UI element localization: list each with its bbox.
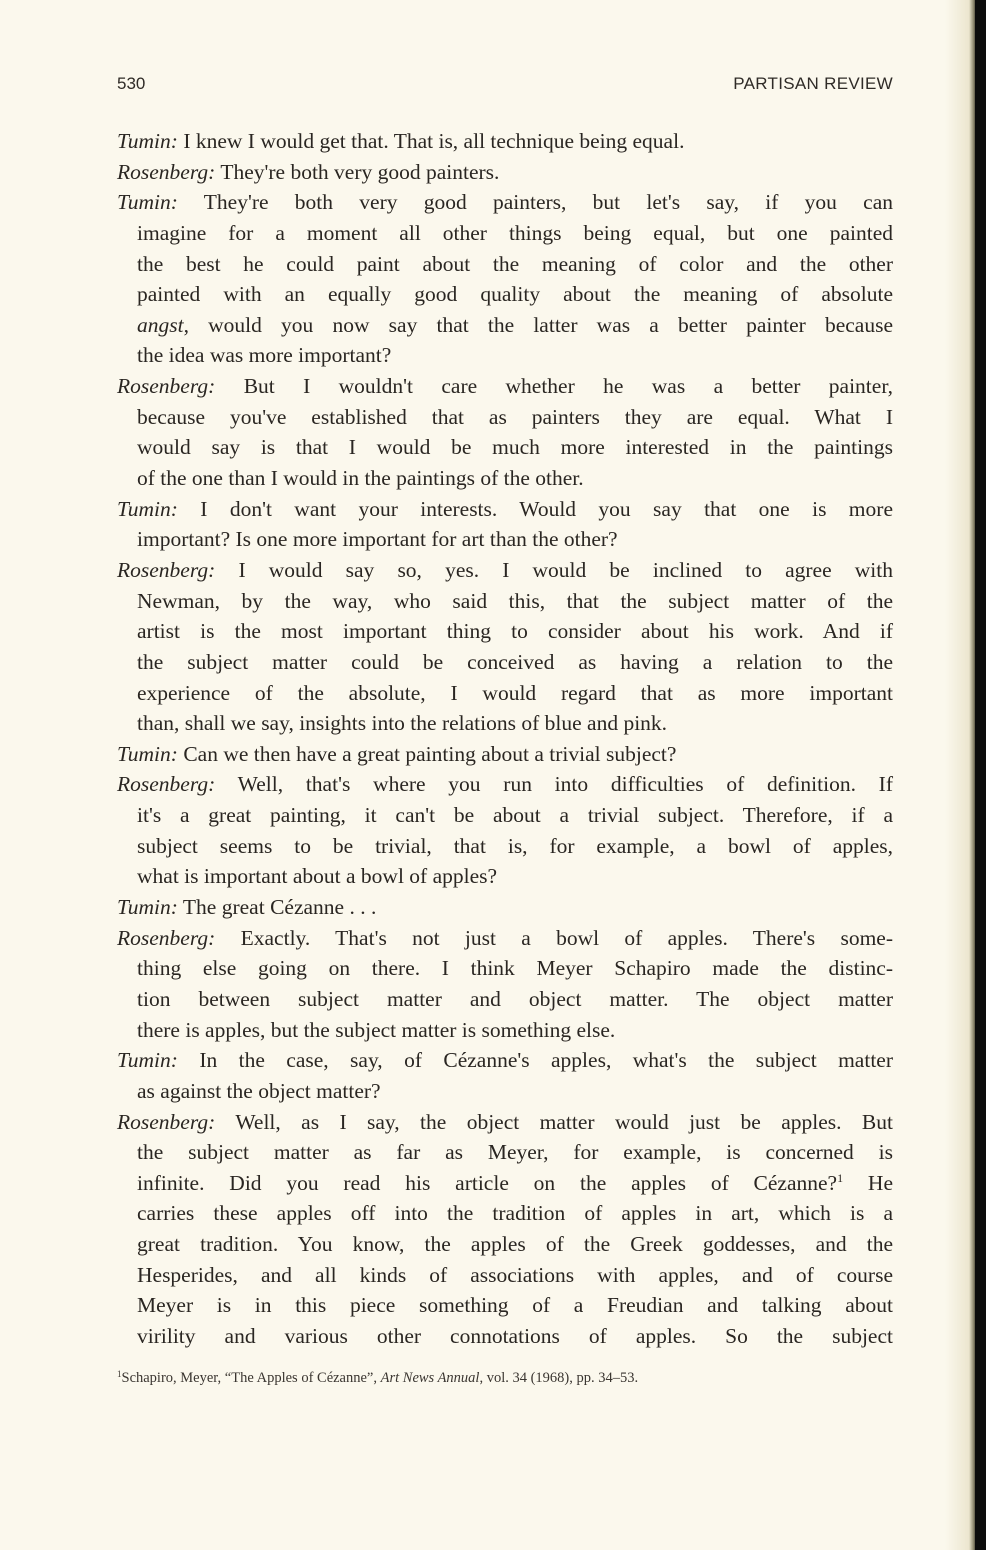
line-text: there is apples, but the subject matter is something else.	[137, 1017, 616, 1042]
text-line	[117, 923, 893, 954]
text-line	[117, 1076, 893, 1107]
speaker-name: Rosenberg:	[117, 772, 216, 797]
dialogue-turn	[117, 555, 893, 739]
text-line	[117, 524, 893, 555]
text-line	[117, 157, 893, 188]
line-text: The great Cézanne . . .	[177, 895, 377, 920]
text-line	[117, 463, 893, 494]
line-text: as against the object matter?	[137, 1078, 381, 1103]
line-text: I don't want your interests. Would you say that one is more	[177, 496, 893, 521]
line-text: infinite. Did you read his article on the apples of Cézanne?	[137, 1170, 838, 1195]
text-line	[117, 494, 893, 525]
speaker-name: Tumin:	[117, 190, 178, 215]
line-text: Newman, by the way, who said this, that the subject matter of the	[137, 588, 893, 613]
line-text: great tradition. You know, the apples of the Greek goddesses, and the	[137, 1232, 893, 1257]
footnote-journal: Art News Annual	[380, 1370, 480, 1386]
line-text: carries these apples off into the tradition of apples in art, which is a	[137, 1201, 893, 1226]
text-line	[117, 432, 893, 463]
line-text: thing else going on there. I think Meyer Schapiro made the distinc-	[137, 956, 893, 981]
dialogue-turn	[117, 126, 893, 157]
footnote-text-before: Schapiro, Meyer, “The Apples of Cézanne”,	[121, 1370, 381, 1386]
text-line	[117, 678, 893, 709]
text-line	[117, 953, 893, 984]
speaker-name: Tumin:	[117, 741, 178, 766]
footnote	[117, 1368, 893, 1388]
dialogue-turn	[117, 1107, 893, 1352]
line-text: They're both very good painters.	[215, 159, 500, 184]
dialogue-turn	[117, 157, 893, 188]
text-line	[117, 1045, 893, 1076]
line-text: imagine for a moment all other things being equal, but one painted	[137, 220, 893, 245]
speaker-name: Rosenberg:	[117, 374, 216, 399]
speaker-name: Tumin:	[117, 1048, 178, 1073]
scan-edge	[975, 0, 986, 1550]
text-line	[117, 340, 893, 371]
line-text: would say is that I would be much more interested in the paintings	[137, 435, 893, 460]
text-line	[117, 218, 893, 249]
line-text: Meyer is in this piece something of a Freudian and talking about	[137, 1293, 893, 1318]
footnote-text-after: , vol. 34 (1968), pp. 34–53.	[479, 1370, 639, 1386]
dialogue-turn	[117, 769, 893, 892]
line-text: experience of the absolute, I would regard that as more important	[137, 680, 893, 705]
text-line	[117, 371, 893, 402]
line-text: subject seems to be trivial, that is, for example, a bowl of apples,	[137, 833, 893, 858]
line-text: than, shall we say, insights into the relations of blue and pink.	[137, 711, 668, 736]
speaker-name: Rosenberg:	[117, 159, 216, 184]
dialogue-turn	[117, 371, 893, 494]
line-text: Well, as I say, the object matter would just be apples. But	[215, 1109, 893, 1134]
text-line	[117, 831, 893, 862]
text-line	[117, 1168, 893, 1199]
line-text: Exactly. That's not just a bowl of apples. There's some-	[215, 925, 893, 950]
text-line	[117, 647, 893, 678]
text-line	[117, 861, 893, 892]
speaker-name: Tumin:	[117, 129, 178, 153]
line-text: They're both very good painters, but let's say, if you can	[177, 190, 893, 215]
line-text: I would say so, yes. I would be inclined to agree with	[215, 557, 893, 582]
dialogue-turn	[117, 1045, 893, 1106]
text-line	[117, 1137, 893, 1168]
text-line	[117, 310, 893, 341]
running-title: PARTISAN REVIEW	[733, 74, 893, 93]
line-text: it's a great painting, it can't be about a trivial subject. Therefore, if a	[137, 803, 893, 828]
line-text: Can we then have a great painting about a trivial subject?	[177, 741, 677, 766]
text-line	[117, 984, 893, 1015]
line-text: painted with an equally good quality about the meaning of absolute	[137, 282, 893, 307]
speaker-name: Rosenberg:	[117, 925, 216, 950]
text-line	[117, 1198, 893, 1229]
text-line	[117, 126, 893, 157]
dialogue-turn	[117, 739, 893, 770]
text-line	[117, 1229, 893, 1260]
line-text: the idea was more important?	[137, 343, 392, 368]
text-line	[117, 1107, 893, 1138]
speaker-name: Rosenberg:	[117, 1109, 216, 1134]
italic-text: angst	[137, 312, 184, 337]
dialogue-turn	[117, 892, 893, 923]
text-line	[117, 1290, 893, 1321]
text-line	[117, 769, 893, 800]
text-line	[117, 402, 893, 433]
text-line	[117, 279, 893, 310]
line-text: important? Is one more important for art than the other?	[137, 527, 618, 552]
dialogue-turn	[117, 923, 893, 1046]
text-line	[117, 1015, 893, 1046]
speaker-name: Tumin:	[117, 895, 178, 920]
line-text: the subject matter could be conceived as having a relation to the	[137, 649, 893, 674]
line-text: , would you now say that the latter was a better painter because	[183, 312, 893, 337]
line-text: of the one than I would in the paintings of the other.	[137, 466, 584, 491]
dialogue-body	[117, 126, 893, 1352]
line-text: virility and various other connotations of apples. So the subject	[137, 1323, 893, 1348]
text-line	[117, 555, 893, 586]
text-line	[117, 187, 893, 218]
line-text: the subject matter as far as Meyer, for example, is concerned is	[137, 1140, 893, 1165]
line-text: Well, that's where you run into difficulties of definition. If	[215, 772, 893, 797]
line-text: Hesperides, and all kinds of associations with apples, and of course	[137, 1262, 893, 1287]
line-text: But I wouldn't care whether he was a better painter,	[215, 374, 893, 399]
page-gutter-shadow	[945, 0, 975, 1550]
line-text: the best he could paint about the meaning of color and the other	[137, 251, 893, 276]
text-line	[117, 892, 893, 923]
dialogue-turn	[117, 187, 893, 371]
text-line	[117, 249, 893, 280]
text-line	[117, 800, 893, 831]
line-text: tion between subject matter and object matter. The object matter	[137, 986, 893, 1011]
text-line	[117, 1321, 893, 1352]
line-text: artist is the most important thing to consider about his work. And if	[137, 619, 893, 644]
text-line	[117, 739, 893, 770]
text-line	[117, 1260, 893, 1291]
footnote-reference: 1	[837, 1170, 844, 1185]
dialogue-turn	[117, 494, 893, 555]
line-text: I knew I would get that. That is, all technique being equal.	[177, 129, 685, 153]
text-line	[117, 708, 893, 739]
text-line	[117, 586, 893, 617]
line-text: In the case, say, of Cézanne's apples, what's the subject matter	[177, 1048, 893, 1073]
text-line	[117, 616, 893, 647]
line-text: He	[843, 1170, 893, 1195]
speaker-name: Rosenberg:	[117, 557, 216, 582]
line-text: what is important about a bowl of apples?	[137, 864, 498, 889]
line-text: because you've established that as painters they are equal. What I	[137, 404, 893, 429]
footnote-marker: 1	[117, 1369, 122, 1379]
speaker-name: Tumin:	[117, 496, 178, 521]
page-number: 530	[117, 74, 146, 93]
